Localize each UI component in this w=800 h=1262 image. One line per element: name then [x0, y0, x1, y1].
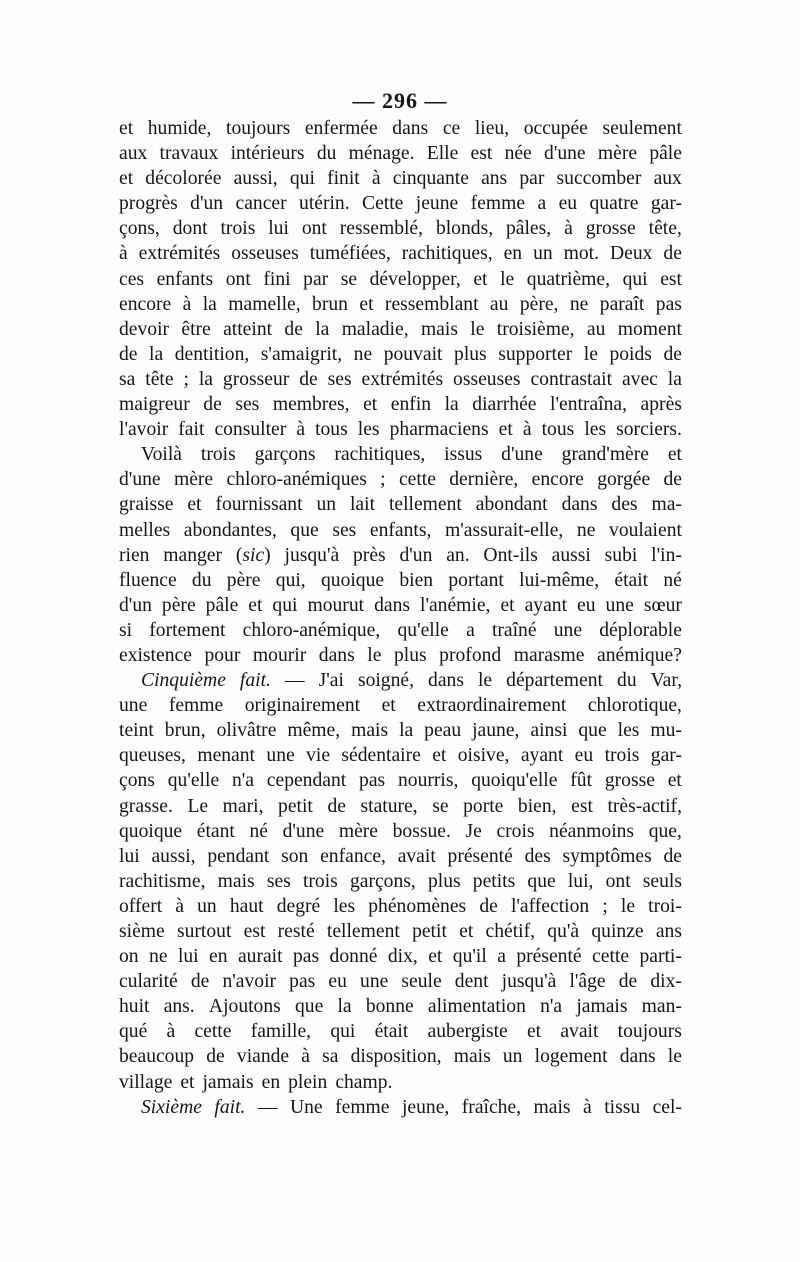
text-line: une femme originairement et extraordinairement chlorotique,: [119, 695, 682, 717]
text-line: teint brun, olivâtre même, mais la peau jaune, ainsi que les mu-: [119, 720, 682, 742]
text-line: à extrémités osseuses tuméfiées, rachitiques, en un mot. Deux de: [119, 243, 682, 265]
text-line: huit ans. Ajoutons que la bonne alimentation n'a jamais man-: [119, 996, 682, 1018]
text-line: l'avoir fait consulter à tous les pharmaciens et à tous les sorciers.: [119, 419, 682, 441]
body-text: [119, 116, 682, 1120]
text-line: maigreur de ses membres, et enfin la diarrhée l'entraîna, après: [119, 394, 682, 416]
text-line: de la dentition, s'amaigrit, ne pouvait plus supporter le poids de: [119, 343, 682, 365]
text-line: melles abondantes, que ses enfants, m'assurait-elle, ne voulaient: [119, 519, 682, 541]
text-line: quoique étant né d'une mère bossue. Je crois néanmoins que,: [119, 820, 682, 842]
text-line: Sixième fait. — Une femme jeune, fraîche, mais à tissu cel-: [141, 1096, 682, 1118]
text-line: cularité de n'avoir pas eu une seule dent jusqu'à l'âge de dix-: [119, 971, 682, 993]
text-line: rachitisme, mais ses trois garçons, plus petits que lui, ont seuls: [119, 870, 682, 892]
text-line: Cinquième fait. — J'ai soigné, dans le département du Var,: [141, 670, 682, 692]
text-line: qué à cette famille, qui était aubergiste et avait toujours: [119, 1021, 682, 1043]
text-line: sa tête ; la grosseur de ses extrémités osseuses contrastait avec la: [119, 368, 682, 390]
text-line: çons, dont trois lui ont ressemblé, blonds, pâles, à grosse tête,: [119, 218, 682, 240]
text-line: çons qu'elle n'a cependant pas nourris, quoiqu'elle fût grosse et: [119, 770, 682, 792]
text-line: Voilà trois garçons rachitiques, issus d'une grand'mère et: [141, 444, 682, 466]
text-line: existence pour mourir dans le plus profond marasme anémique?: [119, 644, 682, 666]
text-line: aux travaux intérieurs du ménage. Elle est née d'une mère pâle: [119, 143, 682, 165]
text-line: progrès d'un cancer utérin. Cette jeune femme a eu quatre gar-: [119, 193, 682, 215]
text-line: graisse et fournissant un lait tellement abondant dans des ma-: [119, 494, 682, 516]
text-line: d'un père pâle et qui mourut dans l'anémie, et ayant eu une sœur: [119, 594, 682, 616]
text-line: queuses, menant une vie sédentaire et oisive, ayant eu trois gar-: [119, 745, 682, 767]
text-line: grasse. Le mari, petit de stature, se porte bien, est très-actif,: [119, 795, 682, 817]
text-line: et décolorée aussi, qui finit à cinquante ans par succomber aux: [119, 168, 682, 190]
text-line: d'une mère chloro-anémiques ; cette dernière, encore gorgée de: [119, 469, 682, 491]
text-line: offert à un haut degré les phénomènes de l'affection ; le troi-: [119, 895, 682, 917]
text-line: lui aussi, pendant son enfance, avait présenté des symptômes de: [119, 845, 682, 867]
text-line: rien manger (sic) jusqu'à près d'un an. Ont-ils aussi subi l'in-: [119, 544, 682, 566]
text-line: sième surtout est resté tellement petit et chétif, qu'à quinze ans: [119, 921, 682, 942]
text-line: ces enfants ont fini par se développer, et le quatrième, qui est: [119, 268, 682, 290]
text-line: encore à la mamelle, brun et ressemblant au père, ne paraît pas: [119, 293, 682, 315]
text-line: devoir être atteint de la maladie, mais le troisième, au moment: [119, 318, 682, 340]
page-number: — 296 —: [352, 88, 448, 113]
text-line: beaucoup de viande à sa disposition, mais un logement dans le: [119, 1046, 682, 1068]
text-line: village et jamais en plein champ.: [119, 1071, 393, 1093]
text-line: on ne lui en aurait pas donné dix, et qu'il a présenté cette parti-: [119, 946, 682, 968]
text-line: et humide, toujours enfermée dans ce lieu, occupée seulement: [119, 118, 682, 139]
text-line: si fortement chloro-anémique, qu'elle a traîné une déplorable: [119, 619, 682, 641]
text-line: fluence du père qui, quoique bien portant lui-même, était né: [119, 569, 682, 591]
